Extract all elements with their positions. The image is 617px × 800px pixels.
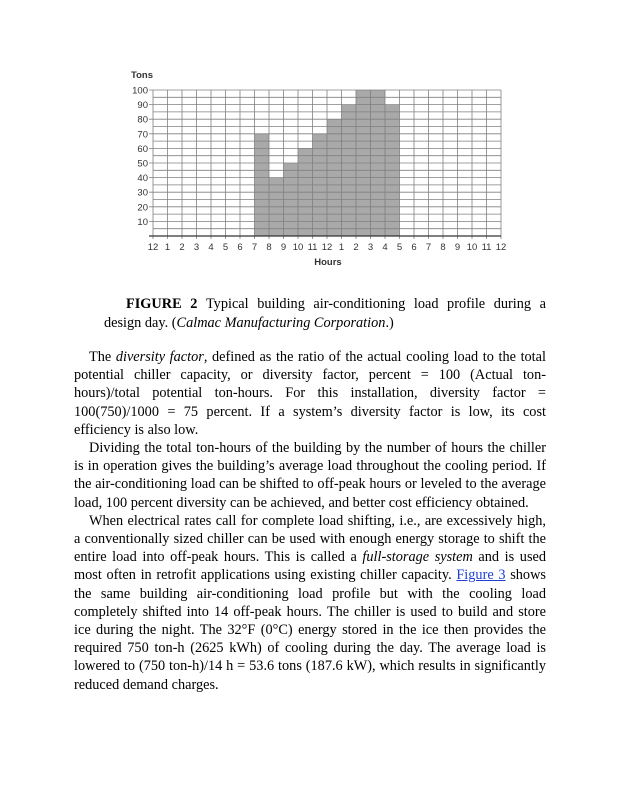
caption-end: .) <box>385 315 394 331</box>
x-tick-label: 6 <box>411 242 417 253</box>
x-tick-labels <box>148 242 507 253</box>
y-tick-label: 70 <box>137 129 148 141</box>
x-tick-label: 10 <box>466 242 478 253</box>
x-tick-label: 9 <box>280 242 287 253</box>
y-tick-label: 100 <box>132 85 148 97</box>
y-tick-label: 50 <box>137 158 148 170</box>
x-tick-label: 4 <box>382 242 388 253</box>
p3-text-c: shows the same building air-conditioning load profile but with the cooling load completely shifted into 14 off-peak hours. The chiller is used to build and store ice during the night. The 32°F (0°C) energy stored in the ice then provides the required 750 ton-h (2625 kWh) of cooling during the day. The average load is lowered to (750 ton-h)/14 h = 53.6 tons (187.6 kW), which results in significantly reduced demand charges. <box>74 567 546 693</box>
x-tick-label: 5 <box>396 242 403 253</box>
x-axis-label: Hours <box>314 257 342 268</box>
p1-term: diversity factor <box>115 349 204 365</box>
x-tick-label: 7 <box>251 242 258 253</box>
x-tick-label: 7 <box>425 242 432 253</box>
x-tick-label: 10 <box>292 242 304 253</box>
y-tick-label: 30 <box>137 187 148 199</box>
y-axis-label: Tons <box>131 70 153 81</box>
x-tick-label: 8 <box>266 242 272 253</box>
x-tick-label: 11 <box>307 242 318 253</box>
y-tick-label: 80 <box>137 114 148 126</box>
x-tick-label: 2 <box>179 242 185 253</box>
x-tick-label: 12 <box>321 242 333 253</box>
x-tick-label: 1 <box>338 242 345 253</box>
figure-3-link[interactable]: Figure 3 <box>456 567 506 584</box>
y-tick-label: 60 <box>137 143 148 155</box>
x-tick-label: 5 <box>222 242 229 253</box>
x-tick-label: 3 <box>193 242 200 253</box>
x-tick-label: 2 <box>353 242 359 253</box>
x-tick-label: 4 <box>208 242 214 253</box>
caption-source: Calmac Manufacturing Corporation <box>176 315 386 331</box>
y-tick-label: 20 <box>137 202 148 214</box>
y-tick-label: 40 <box>137 173 148 185</box>
paragraph-full-storage <box>74 512 546 694</box>
y-tick-labels <box>132 86 148 228</box>
paragraph-average-load: Dividing the total ton-hours of the building by the number of hours the chiller is in operation gives the building’s average load throughout the cooling period. If the air-conditioning load can be shifted to off-peak hours or leveled to the average load, 100 percent diversity can be achieved, and better cost efficiency obtained. <box>74 440 546 511</box>
caption-text: Typical building air-conditioning load profile during a design day. ( <box>104 296 547 331</box>
x-tick-label: 11 <box>481 242 492 253</box>
figure-label: FIGURE 2 <box>126 296 198 312</box>
x-tick-label: 6 <box>237 242 243 253</box>
p3-text-b: and is used most often in retrofit applications using existing chiller capacity. <box>74 549 547 584</box>
paragraph-diversity-factor <box>74 348 546 439</box>
y-tick-label: 10 <box>137 216 148 228</box>
p1-text-b: , defined as the ratio of the actual cooling load to the total potential chiller capacity, or diversity factor, percent = 100 (Actual ton-hours)/total potential ton-hours. For this installation, diversity factor = 100(750)/1000 = 75 percent. If a system’s diversity factor is low, its cost efficiency is also low. <box>74 349 546 438</box>
y-tick-label: 90 <box>137 100 148 112</box>
x-tick-label: 3 <box>367 242 374 253</box>
load-profile-chart <box>120 64 520 270</box>
p3-term: full-storage system <box>362 549 473 566</box>
figure-caption <box>104 295 546 333</box>
p1-text-a: The <box>89 349 116 365</box>
x-tick-label: 9 <box>454 242 461 253</box>
x-tick-label: 12 <box>147 242 159 253</box>
x-tick-label: 8 <box>440 242 446 253</box>
p3-text-a: When electrical rates call for complete load shifting, i.e., are excessively high, a conventionally sized chiller can be used with enough energy storage to shift the entire load into off-peak hours. This is called a <box>74 512 546 566</box>
body-text <box>74 348 546 694</box>
x-tick-label: 12 <box>495 242 507 253</box>
x-tick-label: 1 <box>164 242 171 253</box>
